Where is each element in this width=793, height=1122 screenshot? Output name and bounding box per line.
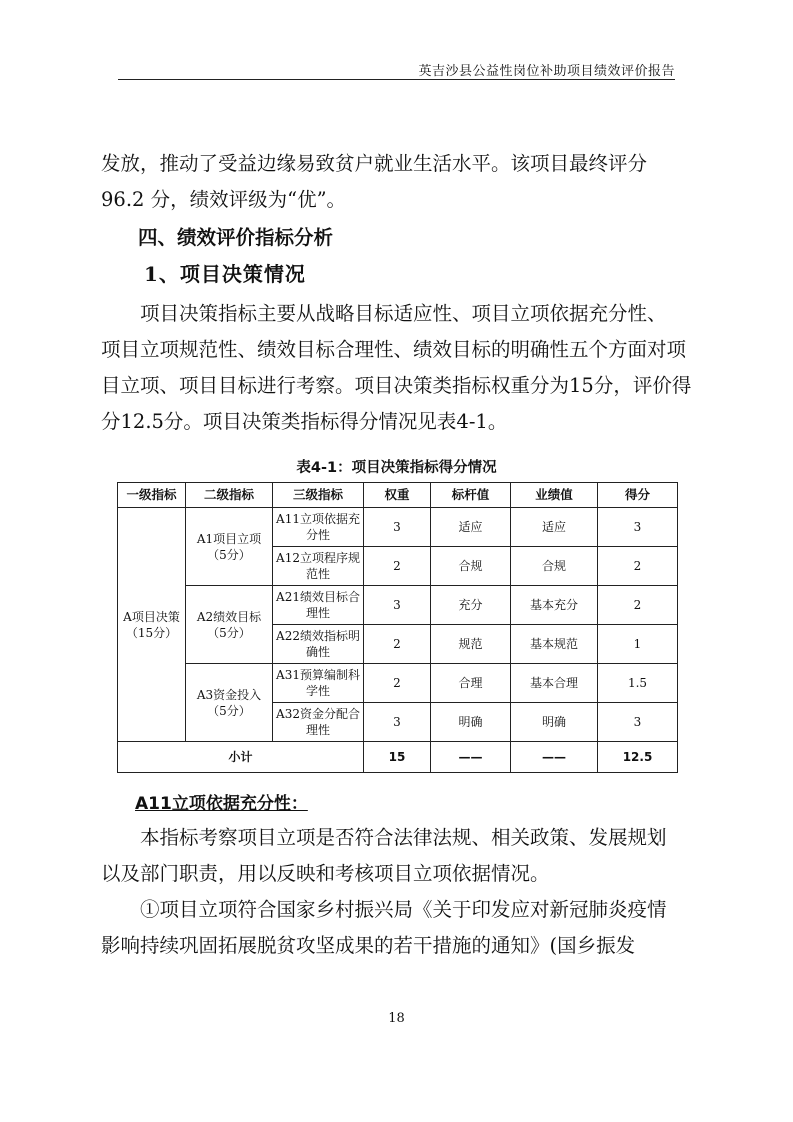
total-performance: —— (511, 742, 598, 773)
score-cell: 2 (598, 547, 678, 586)
decision-paragraph (101, 296, 701, 440)
indicator-cell: A22绩效指标明确性 (273, 625, 364, 664)
score-cell: 1.5 (598, 664, 678, 703)
a11-heading: A11立项依据充分性： (135, 794, 308, 814)
table-header-row (118, 483, 678, 508)
section-heading: 四、绩效评价指标分析 (138, 226, 334, 249)
weight-cell: 2 (364, 664, 431, 703)
header-weight: 权重 (364, 483, 431, 508)
score-cell: 2 (598, 586, 678, 625)
indicator-cell: A11立项依据充分性 (273, 508, 364, 547)
decision-line-2: 项目立项规范性、绩效目标合理性、绩效目标的明确性五个方面对项 (101, 338, 687, 361)
weight-cell: 3 (364, 586, 431, 625)
indicator-cell: A21绩效目标合理性 (273, 586, 364, 625)
decision-line-1: 项目决策指标主要从战略目标适应性、项目立项依据充分性、 (140, 302, 667, 325)
weight-cell: 3 (364, 703, 431, 742)
a11-paragraph (101, 820, 701, 964)
benchmark-cell: 明确 (431, 703, 511, 742)
header-score: 得分 (598, 483, 678, 508)
indicator-cell: A32资金分配合理性 (273, 703, 364, 742)
total-benchmark: —— (431, 742, 511, 773)
intro-line-1: 发放，推动了受益边缘易致贫户就业生活水平。该项目最终评分 (101, 152, 648, 175)
decision-line-4: 分12.5分。项目决策类指标得分情况见表4-1。 (101, 410, 508, 433)
table-row (118, 508, 678, 547)
benchmark-cell: 合规 (431, 547, 511, 586)
benchmark-cell: 规范 (431, 625, 511, 664)
intro-paragraph (101, 146, 701, 218)
header-level2: 二级指标 (186, 483, 273, 508)
group-cell: A2绩效目标（5分） (186, 586, 273, 664)
intro-line-2: 96.2 分，绩效评级为“优”。 (101, 188, 347, 211)
table-row (118, 586, 678, 625)
group-cell: A3资金投入（5分） (186, 664, 273, 742)
weight-cell: 2 (364, 547, 431, 586)
total-weight: 15 (364, 742, 431, 773)
header-level1: 一级指标 (118, 483, 186, 508)
header-level3: 三级指标 (273, 483, 364, 508)
header-benchmark: 标杆值 (431, 483, 511, 508)
header-rule (118, 79, 675, 80)
performance-cell: 基本规范 (511, 625, 598, 664)
score-cell: 1 (598, 625, 678, 664)
page-number: 18 (388, 1011, 405, 1026)
score-table (117, 482, 678, 773)
indicator-cell: A12立项程序规范性 (273, 547, 364, 586)
performance-cell: 基本合理 (511, 664, 598, 703)
table-caption: 表4-1：项目决策指标得分情况 (296, 460, 497, 476)
header-performance: 业绩值 (511, 483, 598, 508)
group-cell: A1项目立项（5分） (186, 508, 273, 586)
a11-line-4: 影响持续巩固拓展脱贫攻坚成果的若干措施的通知》(国乡振发 (101, 934, 636, 957)
total-row (118, 742, 678, 773)
benchmark-cell: 充分 (431, 586, 511, 625)
table-row (118, 664, 678, 703)
score-cell: 3 (598, 508, 678, 547)
performance-cell: 基本充分 (511, 586, 598, 625)
a11-line-1: 本指标考察项目立项是否符合法律法规、相关政策、发展规划 (140, 826, 667, 849)
indicator-cell: A31预算编制科学性 (273, 664, 364, 703)
score-cell: 3 (598, 703, 678, 742)
a11-line-2: 以及部门职责，用以反映和考核项目立项依据情况。 (101, 862, 550, 885)
running-header: 英吉沙县公益性岗位补助项目绩效评价报告 (418, 64, 675, 79)
total-label: 小计 (118, 742, 364, 773)
total-score: 12.5 (598, 742, 678, 773)
a11-line-3: ①项目立项符合国家乡村振兴局《关于印发应对新冠肺炎疫情 (140, 898, 667, 921)
benchmark-cell: 合理 (431, 664, 511, 703)
performance-cell: 适应 (511, 508, 598, 547)
performance-cell: 合规 (511, 547, 598, 586)
benchmark-cell: 适应 (431, 508, 511, 547)
subsection-heading: 1、项目决策情况 (144, 262, 306, 286)
performance-cell: 明确 (511, 703, 598, 742)
decision-line-3: 目立项、项目目标进行考察。项目决策类指标权重分为15分，评价得 (101, 374, 692, 397)
weight-cell: 3 (364, 508, 431, 547)
level1-cell: A项目决策（15分） (118, 508, 186, 742)
weight-cell: 2 (364, 625, 431, 664)
